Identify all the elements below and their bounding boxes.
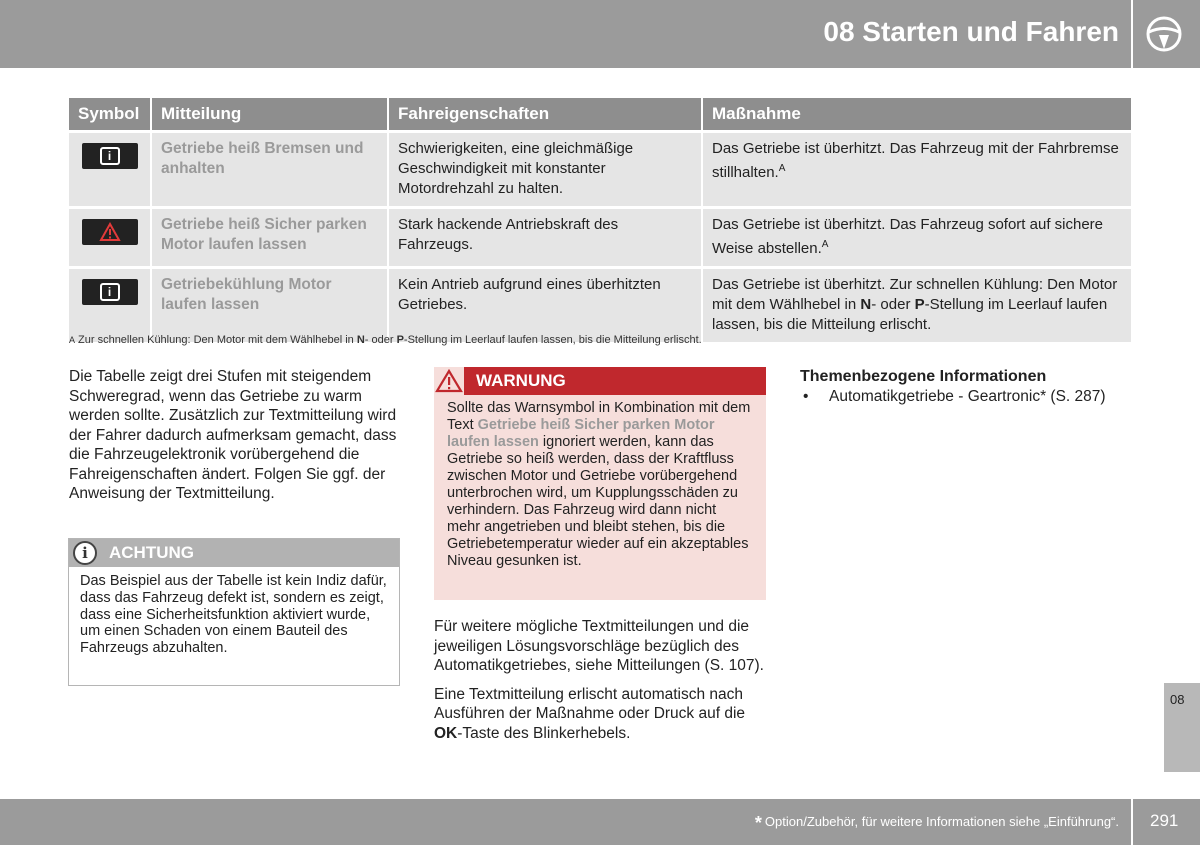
bullet: • [803,388,809,405]
action-cell [702,207,1131,267]
property-cell: Kein Antrieb aufgrund eines überhitzten Getriebes. [388,267,702,342]
message-cell: Getriebe heiß Sicher parken Motor laufen lassen [151,207,388,267]
gear-n: N [860,295,872,313]
warning-header [434,367,766,395]
action-text: -Stellung im Leerlauf laufen lassen, bis die Mitteilung erlischt. [712,295,1108,333]
warning-text: ignoriert werden, kann das Getriebe so heiß werden, dass der Kraftfluss zwischen Motor und Getriebe vorübergehend unterbrochen wird, um Kupplungsschäden zu verhindern. Das Fahrzeug wird dann nicht mehr angetrieben und bleibt stehen, bis die Getriebetemperatur wieder auf ein akzeptables Niveau gesunken ist. [447,434,749,569]
paragraph-text: Eine Textmitteilung erlischt automatisch nach Ausführen der Maßnahme oder Druck auf die [434,685,746,722]
achtung-box [68,538,400,686]
footer-bar [0,799,1131,845]
action-cell [702,267,1131,342]
gear-p: P [914,295,925,313]
footer-note [755,813,1119,834]
action-cell [702,131,1131,207]
warning-label: WARNUNG [476,371,566,390]
message-cell: Getriebekühlung Motor laufen lassen [151,267,388,342]
related-link[interactable] [800,388,1130,406]
gear-n: N [356,334,365,346]
achtung-label: ACHTUNG [109,543,194,562]
warning-message-reference: Getriebe heiß Sicher parken Motor laufen lassen [447,417,715,450]
footnote-text: Zur schnellen Kühlung: Den Motor mit dem Wählhebel in [78,334,357,346]
info-symbol-icon: i [82,143,138,169]
footnote-ref: A [821,238,829,250]
property-cell: Schwierigkeiten, eine gleichmäßige Geschwindigkeit mit konstanter Motordrehzahl zu halten. [388,131,702,207]
table-row [69,207,1131,267]
chapter-tab[interactable]: 08 [1164,683,1200,772]
footnote-text: -Stellung im Leerlauf laufen lassen, bis die Mitteilung erlischt. [403,334,702,346]
info-symbol-icon: i [82,279,138,305]
table-row [69,267,1131,342]
column-2-text [434,617,766,752]
info-icon: i [73,541,97,565]
page-number: 291 [1150,811,1179,830]
footer-note-text: Option/Zubehör, für weitere Informationen siehe „Einführung“. [764,814,1119,829]
related-heading: Themenbezogene Informationen [800,368,1047,385]
header-icon-box [1133,0,1200,68]
table-row [69,131,1131,207]
action-text: Das Getriebe ist überhitzt. Das Fahrzeug mit der Fahrbremse stillhalten. [712,139,1119,181]
action-text: - oder [871,295,915,313]
message-cell: Getriebe heiß Bremsen und anhalten [151,131,388,207]
column-header: Mitteilung [151,98,388,131]
footnote-text: - oder [364,334,397,346]
column-header: Symbol [69,98,151,131]
intro-paragraph: Die Tabelle zeigt drei Stufen mit steigendem Schweregrad, wenn das Getriebe zu warm werden sollte. Zusätzlich zur Textmitteilung wird der Fahrer dadurch aufmerksam gemacht, dass die Fahrzeugelektronik vorübergehend die Fahreigenschaften ändert. Folgen Sie ggf. der Anweisung der Textmitteilung. [69,368,397,502]
ok-key: OK [434,724,458,742]
asterisk: * [754,813,762,833]
action-text: Das Getriebe ist überhitzt. Das Fahrzeug sofort auf sichere Weise abstellen. [712,215,1104,257]
warning-triangle-icon [82,219,138,245]
steering-wheel-icon [1145,15,1183,53]
messages-table [69,98,1131,342]
warning-box [434,367,766,600]
header-bar [0,0,1131,68]
page-number-box [1133,799,1200,845]
column-header: Maßnahme [702,98,1131,131]
achtung-body: Das Beispiel aus der Tabelle ist kein Indiz dafür, dass das Fahrzeug defekt ist, sondern es zeigt, dass eine Sicherheitsfunktion aktiviert wurde, um einen Schaden von einem Bauteil des Fahrzeugs abzuhalten. [80,573,387,657]
related-info [800,368,1130,406]
column-header: Fahreigenschaften [388,98,702,131]
warning-text: Sollte das Warnsymbol in Kombination mit dem Text [447,400,751,433]
table-header-row [69,98,1131,131]
footnote-ref: A [778,162,786,174]
property-cell: Stark hackende Antriebskraft des Fahrzeugs. [388,207,702,267]
paragraph [434,685,766,744]
symbol-cell [69,267,151,342]
warning-triangle-icon [434,367,464,395]
warning-body [434,395,766,575]
table-footnote [69,334,702,346]
symbol-cell [69,131,151,207]
achtung-header [69,539,399,567]
page-title: 08 Starten und Fahren [823,16,1119,47]
action-text: Das Getriebe ist überhitzt. Zur schnellen Kühlung: Den Motor mit dem Wählhebel in [712,275,1118,313]
related-link-text: Automatikgetriebe - Geartronic* (S. 287) [829,388,1106,405]
gear-p: P [396,334,404,346]
symbol-cell [69,207,151,267]
footnote-mark: A [69,335,76,345]
paragraph: Für weitere mögliche Textmitteilungen und die jeweiligen Lösungsvorschläge bezüglich des Automatikgetriebes, siehe Mitteilungen (S. 107). [434,618,764,674]
paragraph-text: -Taste des Blinkerhebels. [457,724,631,742]
